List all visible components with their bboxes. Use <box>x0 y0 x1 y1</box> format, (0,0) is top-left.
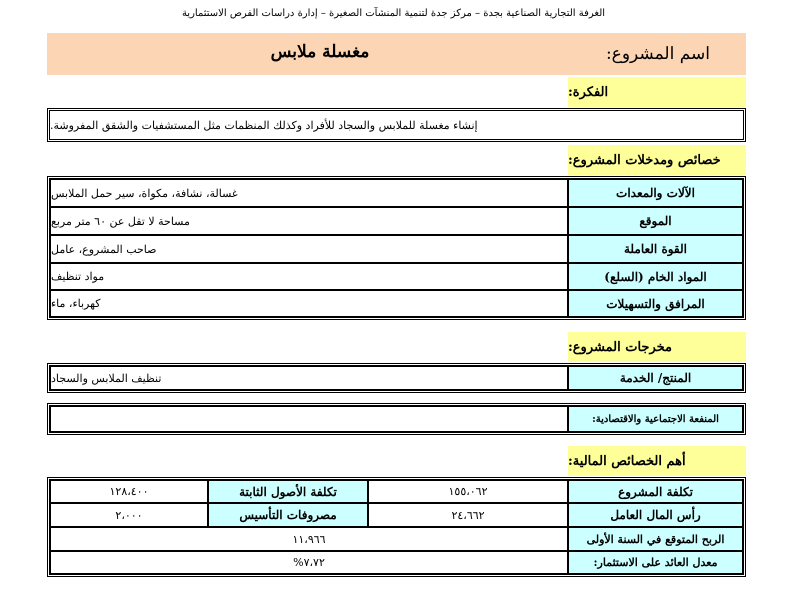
idea-section-title <box>568 77 746 107</box>
benefit-value <box>50 406 568 432</box>
inputs-row-label-text: القوة العاملة <box>624 242 687 256</box>
benefit-label <box>568 406 743 432</box>
product-value-text: تنظيف الملابس والسجاد <box>51 371 162 385</box>
product-label-text: المنتج/ الخدمة <box>619 371 692 385</box>
roi-label-text: معدل العائد على الاستثمار: <box>593 556 718 569</box>
benefit-label-text: المنفعة الاجتماعية والاقتصادية: <box>592 413 719 425</box>
inputs-row-label-text: المواد الخام (السلع) <box>604 269 707 284</box>
document-header: الغرفة التجارية الصناعية بجدة – مركز جدة لتنمية المنشآت الصغيرة – إدارة دراسات الفرص الاستثمارية <box>181 8 606 19</box>
working-capital-value <box>368 503 568 527</box>
fixed-assets-label-text: تكلفة الأصول الثابتة <box>239 484 337 499</box>
project-title: مغسلة ملابس <box>270 42 370 62</box>
outputs-title: مخرجات المشروع: <box>568 339 672 355</box>
setup-costs-label <box>208 503 368 527</box>
inputs-row-value-text: صاحب المشروع، عامل <box>51 242 157 256</box>
first-year-profit-label <box>568 527 743 551</box>
first-year-profit-value-text: ١١،٩٦٦ <box>292 532 326 546</box>
inputs-row-value <box>50 235 568 263</box>
fixed-assets-value-text: ١٢٨،٤٠٠ <box>109 485 149 498</box>
inputs-title: خصائص ومدخلات المشروع: <box>568 152 721 168</box>
project-label: اسم المشروع: <box>605 44 710 64</box>
inputs-row-label-text: الموقع <box>639 214 672 228</box>
roi-value <box>50 551 568 574</box>
inputs-rows <box>50 179 743 317</box>
first-year-profit-value <box>50 527 568 551</box>
setup-costs-value <box>50 503 208 527</box>
inputs-row-value-text: مساحة لا تقل عن ٦٠ متر مربع <box>51 214 190 228</box>
outputs-section-title <box>568 332 746 362</box>
working-capital-label <box>568 503 743 527</box>
inputs-row-label <box>568 263 743 290</box>
inputs-row-label <box>568 207 743 235</box>
financial-section-title <box>568 446 746 476</box>
setup-costs-value-text: ٢،٠٠٠ <box>115 508 143 522</box>
fixed-assets-value <box>50 480 208 503</box>
inputs-row-value <box>50 263 568 290</box>
inputs-row-label-text: المرافق والتسهيلات <box>606 296 705 311</box>
inputs-row-label <box>568 290 743 317</box>
project-cost-value-text: ١٥٥،٠٦٢ <box>448 485 488 498</box>
inputs-row-value-text: كهرباء، ماء <box>51 297 101 310</box>
inputs-section-title <box>568 145 746 175</box>
inputs-row-value <box>50 290 568 317</box>
working-capital-label-text: رأس المال العامل <box>610 508 701 522</box>
project-cost-label-text: تكلفة المشروع <box>618 484 693 499</box>
setup-costs-label-text: مصروفات التأسيس <box>239 508 337 522</box>
working-capital-value-text: ٢٤،٦٦٢ <box>451 508 485 522</box>
idea-text: إنشاء مغسلة للملابس والسجاد للأفراد وكذلك المنظمات مثل المستشفيات والشقق المفروشة. <box>50 118 478 132</box>
idea-box <box>47 108 746 142</box>
inputs-row-value <box>50 179 568 207</box>
inputs-row-label <box>568 235 743 263</box>
inputs-row-label-text: الآلات والمعدات <box>616 186 695 200</box>
inputs-row-label <box>568 179 743 207</box>
roi-label <box>568 551 743 574</box>
roi-value-text: %٧،٧٢ <box>293 556 325 569</box>
project-cost-label <box>568 480 743 503</box>
product-label <box>568 366 743 390</box>
inputs-row-value <box>50 207 568 235</box>
project-cost-value <box>368 480 568 503</box>
financial-title: أهم الخصائص المالية: <box>568 453 686 469</box>
inputs-row-value-text: غسالة، نشافة، مكواة، سير حمل الملابس <box>51 186 238 200</box>
fixed-assets-label <box>208 480 368 503</box>
inputs-row-value-text: مواد تنظيف <box>51 270 105 283</box>
idea-title: الفكرة: <box>568 84 609 100</box>
product-value <box>50 366 568 390</box>
first-year-profit-label-text: الربح المتوقع في السنة الأولى <box>586 532 725 546</box>
